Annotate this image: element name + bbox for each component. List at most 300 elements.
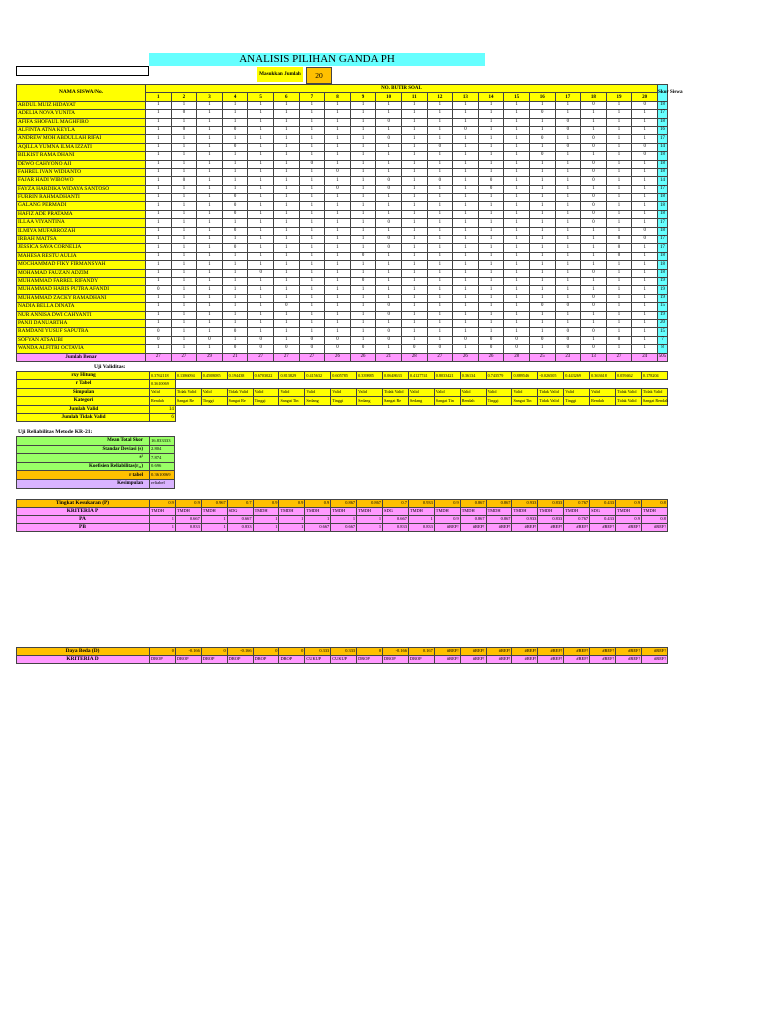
answer-cell[interactable]: 1 — [606, 294, 632, 302]
answer-cell[interactable]: 1 — [273, 160, 299, 168]
answer-cell[interactable]: 1 — [478, 244, 504, 252]
answer-cell[interactable]: 1 — [478, 277, 504, 285]
answer-cell[interactable]: 1 — [350, 143, 376, 151]
answer-cell[interactable]: 1 — [299, 101, 325, 109]
answer-cell[interactable]: 1 — [350, 244, 376, 252]
answer-cell[interactable]: 1 — [222, 252, 248, 260]
answer-cell[interactable]: 1 — [248, 177, 274, 185]
answer-cell[interactable]: 1 — [248, 219, 274, 227]
answer-cell[interactable]: 1 — [299, 126, 325, 134]
answer-cell[interactable]: 1 — [146, 110, 172, 118]
answer-cell[interactable]: 1 — [606, 328, 632, 336]
answer-cell[interactable]: 1 — [325, 177, 351, 185]
answer-cell[interactable]: 0 — [248, 345, 274, 353]
answer-cell[interactable]: 0 — [504, 336, 530, 344]
answer-cell[interactable]: 1 — [401, 160, 427, 168]
answer-cell[interactable]: 1 — [632, 244, 658, 252]
answer-cell[interactable]: 1 — [504, 202, 530, 210]
answer-cell[interactable]: 1 — [606, 194, 632, 202]
answer-cell[interactable]: 1 — [606, 219, 632, 227]
answer-cell[interactable]: 1 — [453, 202, 479, 210]
answer-cell[interactable]: 1 — [632, 286, 658, 294]
answer-cell[interactable]: 1 — [401, 135, 427, 143]
answer-cell[interactable]: 1 — [376, 261, 402, 269]
blank-input-cell[interactable] — [16, 66, 149, 76]
answer-cell[interactable]: 0 — [581, 303, 607, 311]
answer-cell[interactable]: 1 — [350, 319, 376, 327]
answer-cell[interactable]: 1 — [248, 185, 274, 193]
answer-cell[interactable]: 0 — [273, 345, 299, 353]
answer-cell[interactable]: 0 — [171, 126, 197, 134]
answer-cell[interactable]: 1 — [299, 252, 325, 260]
answer-cell[interactable]: 1 — [632, 110, 658, 118]
answer-cell[interactable]: 1 — [453, 168, 479, 176]
answer-cell[interactable]: 1 — [504, 219, 530, 227]
answer-cell[interactable]: 0 — [350, 277, 376, 285]
answer-cell[interactable]: 1 — [427, 269, 453, 277]
answer-cell[interactable]: 1 — [478, 143, 504, 151]
answer-cell[interactable]: 1 — [273, 252, 299, 260]
answer-cell[interactable]: 1 — [555, 277, 581, 285]
answer-cell[interactable]: 1 — [555, 177, 581, 185]
answer-cell[interactable]: 1 — [273, 152, 299, 160]
answer-cell[interactable]: 1 — [632, 202, 658, 210]
answer-cell[interactable]: 1 — [350, 311, 376, 319]
answer-cell[interactable]: 1 — [376, 277, 402, 285]
answer-cell[interactable]: 1 — [222, 177, 248, 185]
answer-cell[interactable]: 1 — [529, 101, 555, 109]
answer-cell[interactable]: 1 — [555, 101, 581, 109]
answer-cell[interactable]: 1 — [606, 210, 632, 218]
answer-cell[interactable]: 1 — [197, 152, 223, 160]
answer-cell[interactable]: 1 — [171, 252, 197, 260]
answer-cell[interactable]: 1 — [325, 277, 351, 285]
answer-cell[interactable]: 1 — [325, 294, 351, 302]
answer-cell[interactable]: 1 — [401, 101, 427, 109]
answer-cell[interactable]: 0 — [222, 202, 248, 210]
answer-cell[interactable]: 1 — [529, 143, 555, 151]
answer-cell[interactable]: 1 — [248, 160, 274, 168]
answer-cell[interactable]: 1 — [529, 244, 555, 252]
answer-cell[interactable]: 1 — [248, 328, 274, 336]
answer-cell[interactable]: 1 — [171, 286, 197, 294]
answer-cell[interactable]: 1 — [555, 252, 581, 260]
answer-cell[interactable]: 1 — [632, 261, 658, 269]
answer-cell[interactable]: 1 — [146, 152, 172, 160]
answer-cell[interactable]: 0 — [581, 135, 607, 143]
answer-cell[interactable]: 1 — [299, 286, 325, 294]
answer-cell[interactable]: 1 — [197, 328, 223, 336]
answer-cell[interactable]: 1 — [555, 210, 581, 218]
answer-cell[interactable]: 0 — [581, 269, 607, 277]
answer-cell[interactable]: 1 — [171, 168, 197, 176]
answer-cell[interactable]: 1 — [555, 286, 581, 294]
answer-cell[interactable]: 1 — [529, 194, 555, 202]
answer-cell[interactable]: 1 — [350, 101, 376, 109]
answer-cell[interactable]: 1 — [197, 286, 223, 294]
answer-cell[interactable]: 0 — [581, 294, 607, 302]
answer-cell[interactable]: 1 — [325, 328, 351, 336]
answer-cell[interactable]: 1 — [478, 319, 504, 327]
answer-cell[interactable]: 1 — [376, 143, 402, 151]
answer-cell[interactable]: 1 — [146, 345, 172, 353]
answer-cell[interactable]: 0 — [555, 336, 581, 344]
answer-cell[interactable]: 1 — [222, 160, 248, 168]
answer-cell[interactable]: 1 — [632, 118, 658, 126]
answer-cell[interactable]: 0 — [555, 303, 581, 311]
answer-cell[interactable]: 1 — [146, 135, 172, 143]
answer-cell[interactable]: 0 — [529, 152, 555, 160]
answer-cell[interactable]: 1 — [197, 202, 223, 210]
answer-cell[interactable]: 1 — [376, 294, 402, 302]
answer-cell[interactable]: 1 — [350, 126, 376, 134]
answer-cell[interactable]: 0 — [222, 328, 248, 336]
answer-cell[interactable]: 1 — [401, 194, 427, 202]
answer-cell[interactable]: 1 — [632, 210, 658, 218]
answer-cell[interactable]: 1 — [248, 277, 274, 285]
answer-cell[interactable]: 0 — [376, 336, 402, 344]
answer-cell[interactable]: 1 — [632, 219, 658, 227]
answer-cell[interactable]: 1 — [299, 194, 325, 202]
answer-cell[interactable]: 1 — [222, 219, 248, 227]
answer-cell[interactable]: 1 — [325, 194, 351, 202]
answer-cell[interactable]: 1 — [222, 269, 248, 277]
answer-cell[interactable]: 1 — [427, 126, 453, 134]
answer-cell[interactable]: 1 — [555, 269, 581, 277]
answer-cell[interactable]: 0 — [222, 244, 248, 252]
answer-cell[interactable]: 1 — [504, 177, 530, 185]
answer-cell[interactable]: 1 — [606, 185, 632, 193]
answer-cell[interactable]: 1 — [273, 311, 299, 319]
answer-cell[interactable]: 1 — [504, 126, 530, 134]
answer-cell[interactable]: 1 — [273, 126, 299, 134]
answer-cell[interactable]: 0 — [581, 194, 607, 202]
answer-cell[interactable]: 1 — [248, 294, 274, 302]
answer-cell[interactable]: 1 — [376, 101, 402, 109]
answer-cell[interactable]: 1 — [427, 219, 453, 227]
answer-cell[interactable]: 0 — [555, 345, 581, 353]
answer-cell[interactable]: 1 — [453, 252, 479, 260]
answer-cell[interactable]: 1 — [427, 210, 453, 218]
answer-cell[interactable]: 1 — [504, 252, 530, 260]
answer-cell[interactable]: 1 — [427, 286, 453, 294]
answer-cell[interactable]: 1 — [350, 135, 376, 143]
answer-cell[interactable]: 1 — [325, 219, 351, 227]
answer-cell[interactable]: 1 — [632, 185, 658, 193]
answer-cell[interactable]: 0 — [478, 345, 504, 353]
answer-cell[interactable]: 1 — [401, 328, 427, 336]
answer-cell[interactable]: 1 — [606, 135, 632, 143]
answer-cell[interactable]: 1 — [299, 269, 325, 277]
answer-cell[interactable]: 0 — [171, 177, 197, 185]
answer-cell[interactable]: 1 — [632, 319, 658, 327]
answer-cell[interactable]: 1 — [350, 110, 376, 118]
answer-cell[interactable]: 1 — [248, 227, 274, 235]
answer-cell[interactable]: 1 — [478, 294, 504, 302]
answer-cell[interactable]: 1 — [222, 110, 248, 118]
answer-cell[interactable]: 1 — [350, 261, 376, 269]
answer-cell[interactable]: 1 — [197, 244, 223, 252]
answer-cell[interactable]: 1 — [504, 101, 530, 109]
answer-cell[interactable]: 1 — [376, 319, 402, 327]
answer-cell[interactable]: 1 — [632, 135, 658, 143]
answer-cell[interactable]: 1 — [478, 160, 504, 168]
answer-cell[interactable]: 0 — [581, 168, 607, 176]
answer-cell[interactable]: 0 — [197, 336, 223, 344]
answer-cell[interactable]: 1 — [350, 328, 376, 336]
answer-cell[interactable]: 1 — [376, 110, 402, 118]
answer-cell[interactable]: 1 — [478, 110, 504, 118]
answer-cell[interactable]: 1 — [299, 118, 325, 126]
answer-cell[interactable]: 1 — [171, 227, 197, 235]
answer-cell[interactable]: 1 — [350, 185, 376, 193]
answer-cell[interactable]: 1 — [632, 194, 658, 202]
answer-cell[interactable]: 1 — [222, 277, 248, 285]
answer-cell[interactable]: 1 — [478, 210, 504, 218]
answer-cell[interactable]: 1 — [171, 277, 197, 285]
answer-cell[interactable]: 1 — [555, 219, 581, 227]
answer-cell[interactable]: 1 — [325, 202, 351, 210]
answer-cell[interactable]: 1 — [146, 227, 172, 235]
answer-cell[interactable]: 1 — [350, 236, 376, 244]
answer-cell[interactable]: 1 — [504, 236, 530, 244]
answer-cell[interactable]: 1 — [632, 328, 658, 336]
answer-cell[interactable]: 0 — [376, 303, 402, 311]
answer-cell[interactable]: 1 — [325, 319, 351, 327]
answer-cell[interactable]: 1 — [555, 185, 581, 193]
answer-cell[interactable]: 1 — [427, 152, 453, 160]
answer-cell[interactable]: 1 — [376, 160, 402, 168]
answer-cell[interactable]: 1 — [171, 118, 197, 126]
answer-cell[interactable]: 0 — [376, 328, 402, 336]
answer-cell[interactable]: 1 — [299, 277, 325, 285]
answer-cell[interactable]: 0 — [146, 286, 172, 294]
answer-cell[interactable]: 0 — [581, 219, 607, 227]
answer-cell[interactable]: 1 — [325, 110, 351, 118]
answer-cell[interactable]: 1 — [222, 152, 248, 160]
answer-cell[interactable]: 1 — [171, 152, 197, 160]
answer-cell[interactable]: 1 — [453, 261, 479, 269]
answer-cell[interactable]: 1 — [171, 135, 197, 143]
answer-cell[interactable]: 1 — [197, 236, 223, 244]
answer-cell[interactable]: 1 — [606, 202, 632, 210]
answer-cell[interactable]: 0 — [222, 126, 248, 134]
answer-cell[interactable]: 0 — [529, 135, 555, 143]
answer-cell[interactable]: 1 — [427, 328, 453, 336]
answer-cell[interactable]: 1 — [146, 177, 172, 185]
answer-cell[interactable]: 1 — [581, 236, 607, 244]
answer-cell[interactable]: 1 — [222, 185, 248, 193]
answer-cell[interactable]: 1 — [197, 345, 223, 353]
answer-cell[interactable]: 1 — [248, 194, 274, 202]
answer-cell[interactable]: 1 — [555, 202, 581, 210]
answer-cell[interactable]: 0 — [325, 345, 351, 353]
answer-cell[interactable]: 1 — [273, 286, 299, 294]
answer-cell[interactable]: 1 — [606, 319, 632, 327]
answer-cell[interactable]: 1 — [453, 177, 479, 185]
answer-cell[interactable]: 1 — [222, 311, 248, 319]
answer-cell[interactable]: 1 — [146, 118, 172, 126]
answer-cell[interactable]: 0 — [222, 210, 248, 218]
answer-cell[interactable]: 1 — [171, 244, 197, 252]
answer-cell[interactable]: 1 — [478, 101, 504, 109]
answer-cell[interactable]: 0 — [427, 177, 453, 185]
answer-cell[interactable]: 0 — [632, 143, 658, 151]
answer-cell[interactable]: 1 — [248, 286, 274, 294]
answer-cell[interactable]: 1 — [197, 185, 223, 193]
answer-cell[interactable]: 0 — [248, 269, 274, 277]
answer-cell[interactable]: 0 — [581, 177, 607, 185]
answer-cell[interactable]: 1 — [555, 227, 581, 235]
answer-cell[interactable]: 1 — [606, 269, 632, 277]
answer-cell[interactable]: 0 — [376, 219, 402, 227]
answer-cell[interactable]: 1 — [581, 152, 607, 160]
answer-cell[interactable]: 1 — [606, 143, 632, 151]
answer-cell[interactable]: 1 — [555, 168, 581, 176]
answer-cell[interactable]: 1 — [376, 168, 402, 176]
answer-cell[interactable]: 0 — [376, 236, 402, 244]
answer-cell[interactable]: 1 — [350, 177, 376, 185]
answer-cell[interactable]: 1 — [632, 336, 658, 344]
answer-cell[interactable]: 1 — [222, 286, 248, 294]
answer-cell[interactable]: 1 — [376, 194, 402, 202]
answer-cell[interactable]: 1 — [478, 118, 504, 126]
answer-cell[interactable]: 1 — [606, 177, 632, 185]
answer-cell[interactable]: 1 — [146, 126, 172, 134]
answer-cell[interactable]: 1 — [376, 252, 402, 260]
answer-cell[interactable]: 1 — [581, 252, 607, 260]
answer-cell[interactable]: 1 — [350, 336, 376, 344]
answer-cell[interactable]: 1 — [401, 152, 427, 160]
answer-cell[interactable]: 1 — [248, 303, 274, 311]
answer-cell[interactable]: 1 — [581, 110, 607, 118]
answer-cell[interactable]: 1 — [197, 135, 223, 143]
answer-cell[interactable]: 1 — [146, 303, 172, 311]
answer-cell[interactable]: 0 — [581, 202, 607, 210]
answer-cell[interactable]: 1 — [171, 185, 197, 193]
answer-cell[interactable]: 0 — [376, 135, 402, 143]
answer-cell[interactable]: 1 — [427, 303, 453, 311]
answer-cell[interactable]: 1 — [606, 110, 632, 118]
answer-cell[interactable]: 1 — [427, 160, 453, 168]
answer-cell[interactable]: 1 — [632, 345, 658, 353]
answer-cell[interactable]: 1 — [529, 177, 555, 185]
answer-cell[interactable]: 1 — [197, 168, 223, 176]
answer-cell[interactable]: 1 — [222, 261, 248, 269]
answer-cell[interactable]: 1 — [273, 269, 299, 277]
answer-cell[interactable]: 1 — [401, 210, 427, 218]
answer-cell[interactable]: 1 — [478, 168, 504, 176]
answer-cell[interactable]: 1 — [555, 152, 581, 160]
answer-cell[interactable]: 1 — [350, 227, 376, 235]
answer-cell[interactable]: 1 — [299, 135, 325, 143]
answer-cell[interactable]: 1 — [299, 152, 325, 160]
answer-cell[interactable]: 1 — [273, 219, 299, 227]
answer-cell[interactable]: 1 — [197, 110, 223, 118]
answer-cell[interactable]: 0 — [299, 160, 325, 168]
answer-cell[interactable]: 1 — [248, 118, 274, 126]
answer-cell[interactable]: 1 — [453, 328, 479, 336]
answer-cell[interactable]: 1 — [325, 311, 351, 319]
answer-cell[interactable]: 1 — [171, 336, 197, 344]
answer-cell[interactable]: 1 — [273, 101, 299, 109]
answer-cell[interactable]: 1 — [453, 219, 479, 227]
answer-cell[interactable]: 1 — [401, 126, 427, 134]
answer-cell[interactable]: 1 — [273, 177, 299, 185]
answer-cell[interactable]: 1 — [401, 286, 427, 294]
answer-cell[interactable]: 1 — [529, 294, 555, 302]
answer-cell[interactable]: 1 — [273, 210, 299, 218]
answer-cell[interactable]: 1 — [376, 126, 402, 134]
answer-cell[interactable]: 1 — [299, 303, 325, 311]
answer-cell[interactable]: 1 — [146, 143, 172, 151]
answer-cell[interactable]: 1 — [504, 319, 530, 327]
answer-cell[interactable]: 0 — [632, 152, 658, 160]
answer-cell[interactable]: 1 — [350, 294, 376, 302]
answer-cell[interactable]: 0 — [606, 252, 632, 260]
answer-cell[interactable]: 1 — [427, 294, 453, 302]
answer-cell[interactable]: 1 — [299, 319, 325, 327]
answer-cell[interactable]: 1 — [529, 210, 555, 218]
answer-cell[interactable]: 1 — [632, 311, 658, 319]
answer-cell[interactable]: 1 — [632, 303, 658, 311]
answer-cell[interactable]: 1 — [248, 319, 274, 327]
answer-cell[interactable]: 1 — [581, 227, 607, 235]
answer-cell[interactable]: 1 — [606, 286, 632, 294]
answer-cell[interactable]: 0 — [376, 244, 402, 252]
answer-cell[interactable]: 1 — [146, 277, 172, 285]
answer-cell[interactable]: 1 — [171, 294, 197, 302]
answer-cell[interactable]: 1 — [146, 261, 172, 269]
answer-cell[interactable]: 0 — [581, 328, 607, 336]
answer-cell[interactable]: 1 — [273, 168, 299, 176]
answer-cell[interactable]: 1 — [171, 311, 197, 319]
answer-cell[interactable]: 1 — [453, 244, 479, 252]
answer-cell[interactable]: 1 — [581, 336, 607, 344]
answer-cell[interactable]: 0 — [325, 168, 351, 176]
answer-cell[interactable]: 1 — [248, 202, 274, 210]
answer-cell[interactable]: 1 — [529, 319, 555, 327]
answer-cell[interactable]: 0 — [350, 252, 376, 260]
answer-cell[interactable]: 0 — [222, 345, 248, 353]
answer-cell[interactable]: 1 — [248, 261, 274, 269]
answer-cell[interactable]: 1 — [325, 210, 351, 218]
answer-cell[interactable]: 1 — [453, 135, 479, 143]
answer-cell[interactable]: 1 — [529, 126, 555, 134]
answer-cell[interactable]: 1 — [376, 210, 402, 218]
answer-cell[interactable]: 1 — [427, 227, 453, 235]
answer-cell[interactable]: 1 — [529, 202, 555, 210]
answer-cell[interactable]: 1 — [529, 168, 555, 176]
answer-cell[interactable]: 1 — [529, 227, 555, 235]
answer-cell[interactable]: 1 — [581, 286, 607, 294]
answer-cell[interactable]: 1 — [248, 143, 274, 151]
answer-cell[interactable]: 0 — [146, 336, 172, 344]
answer-cell[interactable]: 1 — [222, 236, 248, 244]
answer-cell[interactable]: 1 — [632, 252, 658, 260]
answer-cell[interactable]: 1 — [453, 294, 479, 302]
answer-cell[interactable]: 1 — [350, 160, 376, 168]
answer-cell[interactable]: 1 — [325, 152, 351, 160]
answer-cell[interactable]: 1 — [606, 101, 632, 109]
answer-cell[interactable]: 1 — [401, 118, 427, 126]
answer-cell[interactable]: 1 — [453, 236, 479, 244]
answer-cell[interactable]: 0 — [222, 227, 248, 235]
answer-cell[interactable]: 1 — [555, 244, 581, 252]
answer-cell[interactable]: 1 — [273, 236, 299, 244]
answer-cell[interactable]: 1 — [401, 177, 427, 185]
answer-cell[interactable]: 0 — [376, 311, 402, 319]
